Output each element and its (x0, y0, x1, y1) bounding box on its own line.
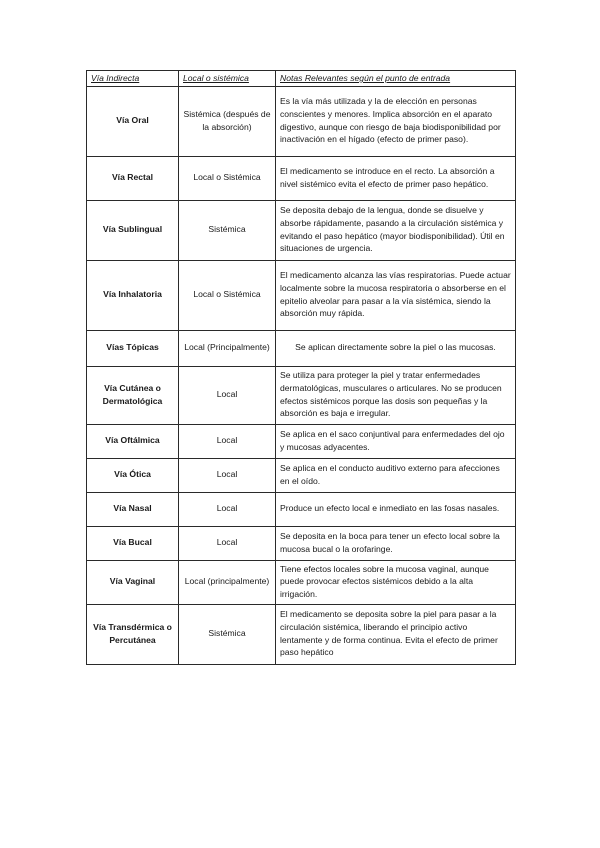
notes-cell: Se aplica en el conducto auditivo externo para afecciones en el oído. (276, 458, 516, 492)
route-cell: Vía Cutánea o Dermatológica (87, 366, 179, 424)
notes-cell: El medicamento se introduce en el recto. La absorción a nivel sistémico evita el efecto de primer paso hepático. (276, 156, 516, 200)
scope-cell: Local o Sistémica (179, 260, 276, 330)
table-row (87, 366, 516, 424)
notes-cell: Es la vía más utilizada y la de elección en personas conscientes y menores. Implica absorción en el aparato digestivo, aunque con riesgo de baja biodisponibilidad por inactivación en el hígado (efecto de primer paso). (276, 86, 516, 156)
scope-cell: Local (179, 492, 276, 526)
route-cell: Vías Tópicas (87, 330, 179, 366)
administration-routes-table (86, 70, 516, 665)
table-header-row (87, 71, 516, 87)
notes-cell: El medicamento alcanza las vías respiratorias. Puede actuar localmente sobre la mucosa respiratoria o absorberse en el epitelio alveolar para pasar a la vía sistémica, siendo la absorción muy rápida. (276, 260, 516, 330)
scope-cell: Local (179, 366, 276, 424)
notes-cell: Se deposita debajo de la lengua, donde se disuelve y absorbe rápidamente, pasando a la circulación sistémica y evitando el paso hepático (mayor biodisponibilidad). Útil en situaciones de urgencia. (276, 200, 516, 260)
table-row (87, 424, 516, 458)
notes-cell: Se deposita en la boca para tener un efecto local sobre la mucosa bucal o la orofaringe. (276, 526, 516, 560)
table-row (87, 330, 516, 366)
header-scope: Local o sistémica (179, 71, 276, 87)
scope-cell: Local (179, 458, 276, 492)
route-cell: Vía Vaginal (87, 560, 179, 604)
table-row (87, 86, 516, 156)
table-row (87, 560, 516, 604)
scope-cell: Local (principalmente) (179, 560, 276, 604)
route-cell: Vía Inhalatoria (87, 260, 179, 330)
route-cell: Vía Nasal (87, 492, 179, 526)
table-row (87, 526, 516, 560)
notes-cell: Se aplica en el saco conjuntival para enfermedades del ojo y mucosas adyacentes. (276, 424, 516, 458)
notes-cell: Produce un efecto local e inmediato en las fosas nasales. (276, 492, 516, 526)
notes-cell: Se aplican directamente sobre la piel o las mucosas. (276, 330, 516, 366)
route-cell: Vía Transdérmica o Percutánea (87, 604, 179, 664)
scope-cell: Sistémica (179, 200, 276, 260)
table-row (87, 604, 516, 664)
route-cell: Vía Rectal (87, 156, 179, 200)
scope-cell: Local (Principalmente) (179, 330, 276, 366)
route-cell: Vía Ótica (87, 458, 179, 492)
table-row (87, 260, 516, 330)
scope-cell: Local o Sistémica (179, 156, 276, 200)
table-row (87, 200, 516, 260)
table-row (87, 458, 516, 492)
route-cell: Vía Sublingual (87, 200, 179, 260)
route-cell: Vía Oral (87, 86, 179, 156)
route-cell: Vía Oftálmica (87, 424, 179, 458)
notes-cell: Tiene efectos locales sobre la mucosa vaginal, aunque puede provocar efectos sistémicos debido a la alta irrigación. (276, 560, 516, 604)
table-row (87, 492, 516, 526)
notes-cell: El medicamento se deposita sobre la piel para pasar a la circulación sistémica, liberando el principio activo lentamente y de forma continua. Evita el efecto de primer paso hepático (276, 604, 516, 664)
header-notes: Notas Relevantes según el punto de entrada (276, 71, 516, 87)
scope-cell: Sistémica (179, 604, 276, 664)
header-route: Vía Indirecta (87, 71, 179, 87)
table-row (87, 156, 516, 200)
notes-cell: Se utiliza para proteger la piel y tratar enfermedades dermatológicas, musculares o articulares. No se producen efectos sistémicos porque las dosis son pequeñas y la absorción es baja e irregular. (276, 366, 516, 424)
scope-cell: Local (179, 424, 276, 458)
scope-cell: Local (179, 526, 276, 560)
scope-cell: Sistémica (después de la absorción) (179, 86, 276, 156)
route-cell: Vía Bucal (87, 526, 179, 560)
